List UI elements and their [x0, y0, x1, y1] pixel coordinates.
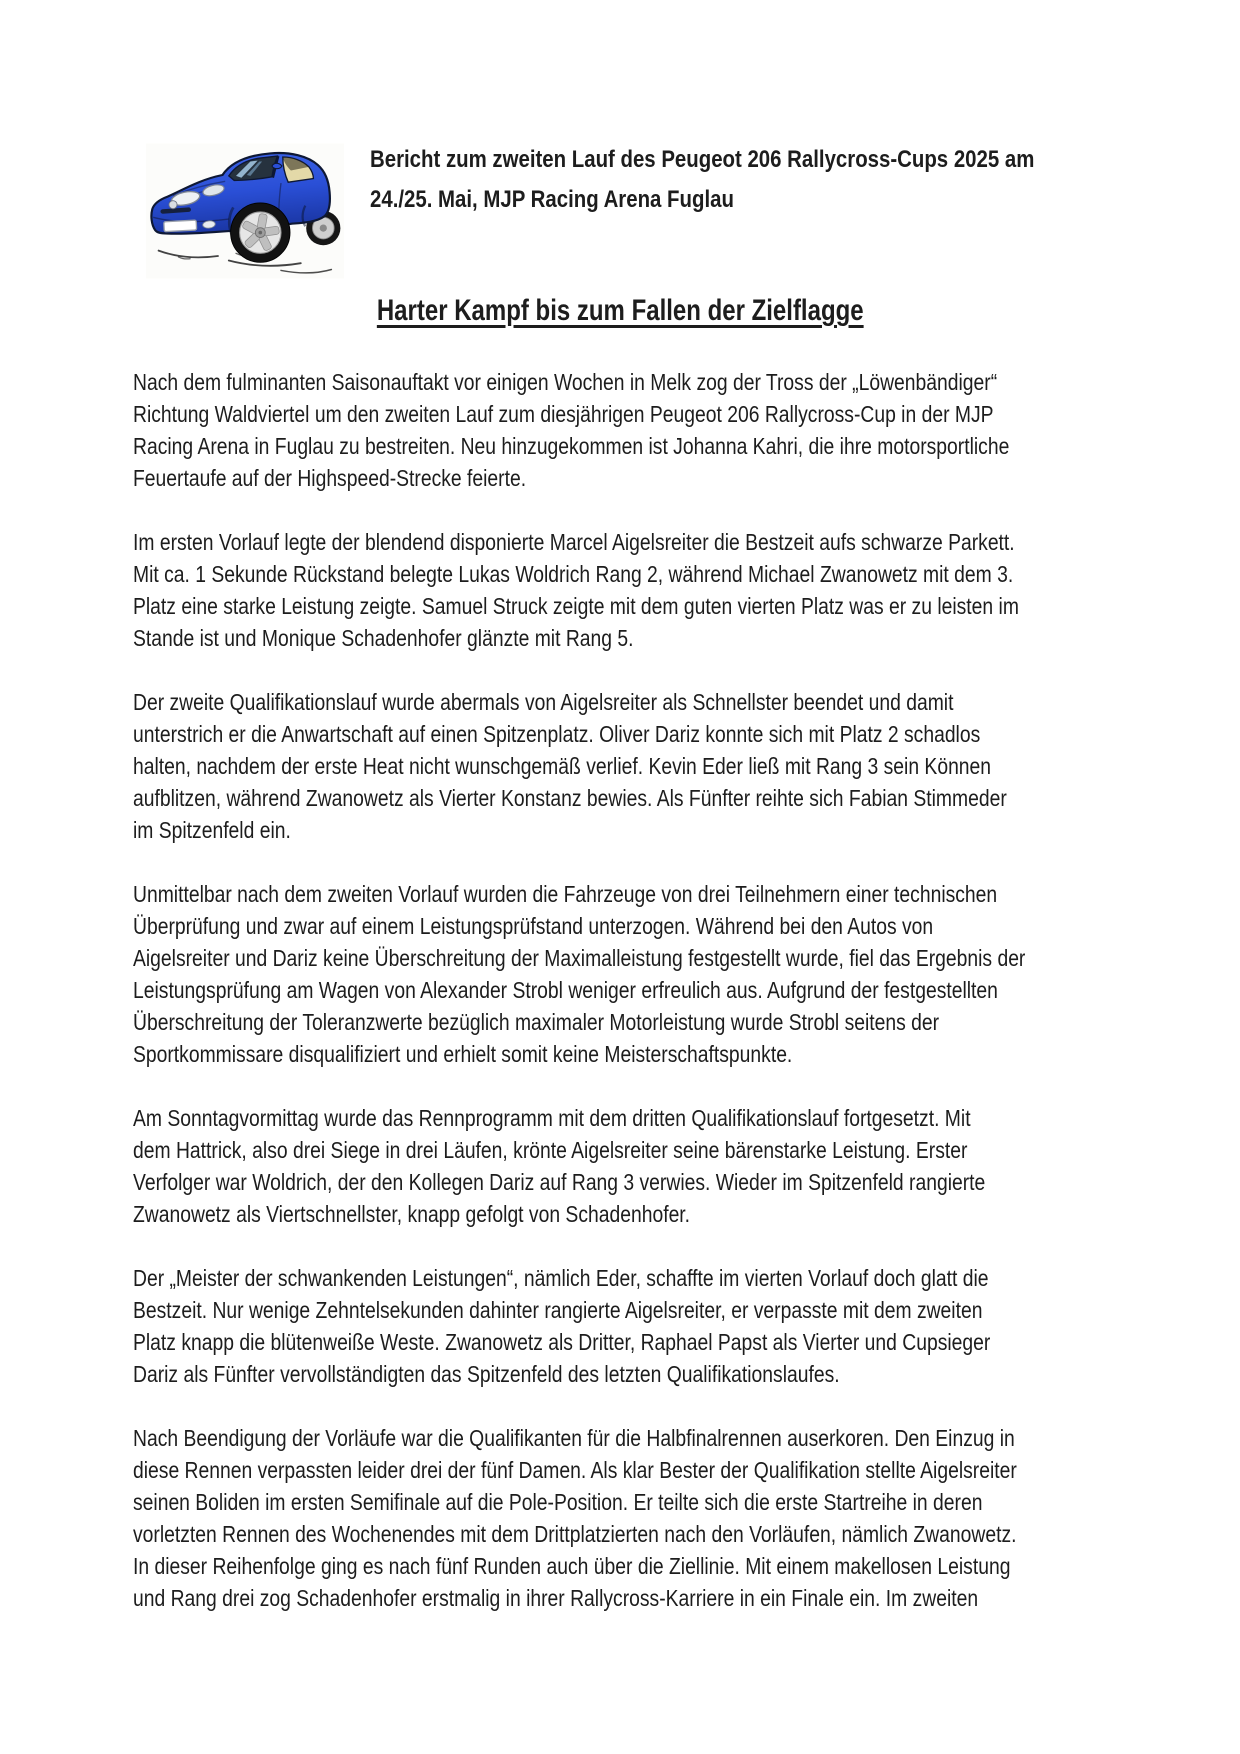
- text-line: Im ersten Vorlauf legte der blendend disponierte Marcel Aigelsreiter die Bestzeit aufs schwarze Parkett.: [133, 529, 1015, 555]
- text-line: Verfolger war Woldrich, der den Kollegen Dariz auf Rang 3 verwies. Wieder im Spitzenfeld rangierte: [133, 1169, 986, 1195]
- article-body: [133, 366, 1118, 1646]
- text-line: Unmittelbar nach dem zweiten Vorlauf wurden die Fahrzeuge von drei Teilnehmern einer technischen: [133, 881, 998, 907]
- text-line: Überprüfung und zwar auf einem Leistungsprüfstand unterzogen. Während bei den Autos von: [133, 913, 934, 939]
- paragraph: [133, 366, 1118, 494]
- text-line: und Rang drei zog Schadenhofer erstmalig in ihrer Rallycross-Karriere in ein Finale ein. Im zweiten: [133, 1585, 979, 1611]
- text-line: Nach Beendigung der Vorläufe war die Qualifikanten für die Halbfinalrennen auserkoren. Den Einzug in: [133, 1425, 1015, 1451]
- text-line: Leistungsprüfung am Wagen von Alexander Strobl weniger erfreulich aus. Aufgrund der festgestellten: [133, 977, 998, 1003]
- text-line: dem Hattrick, also drei Siege in drei Läufen, krönte Aigelsreiter seine bärenstarke Leistung. Erster: [133, 1137, 968, 1163]
- text-line: Bestzeit. Nur wenige Zehntelsekunden dahinter rangierte Aigelsreiter, er verpasste mit dem zweiten: [133, 1297, 983, 1323]
- headline: Harter Kampf bis zum Fallen der Zielflagge: [376, 294, 864, 327]
- text-line: Platz eine starke Leistung zeigte. Samuel Struck zeigte mit dem guten vierten Platz was er zu leisten im: [133, 593, 1019, 619]
- text-line: Aigelsreiter und Dariz keine Überschreitung der Maximalleistung festgestellt wurde, fiel das Ergebnis der: [133, 945, 1026, 971]
- side-mirror-icon: [272, 163, 282, 168]
- text-line: Racing Arena in Fuglau zu bestreiten. Neu hinzugekommen ist Johanna Kahri, die ihre motorsportliche: [133, 433, 1010, 459]
- paragraph: [133, 1262, 1118, 1390]
- paragraph: [133, 878, 1118, 1070]
- text-line: vorletzten Rennen des Wochenendes mit dem Drittplatzierten nach den Vorläufen, nämlich Zwanowetz.: [133, 1521, 1017, 1547]
- text-line: Sportkommissare disqualifiziert und erhielt somit keine Meisterschaftspunkte.: [133, 1041, 793, 1067]
- paragraph: [133, 1102, 1118, 1230]
- text-line: halten, nachdem der erste Heat nicht wunschgemäß verlief. Kevin Eder ließ mit Rang 3 sein Können: [133, 753, 992, 779]
- text-line: Zwanowetz als Viertschnellster, knapp gefolgt von Schadenhofer.: [133, 1201, 691, 1227]
- text-line: unterstrich er die Anwartschaft auf einen Spitzenplatz. Oliver Dariz konnte sich mit Platz 2 schadlos: [133, 721, 981, 747]
- front-wheel-icon: [231, 203, 290, 262]
- paragraph: [133, 526, 1118, 654]
- report-title: [370, 140, 1130, 220]
- paragraph: [133, 686, 1118, 846]
- text-line: im Spitzenfeld ein.: [133, 817, 291, 843]
- report-title-line-1: Bericht zum zweiten Lauf des Peugeot 206 Rallycross-Cups 2025 am: [370, 146, 1035, 173]
- text-line: Überschreitung der Toleranzwerte bezüglich maximaler Motorleistung wurde Strobl seitens der: [133, 1009, 940, 1035]
- text-line: Feuertaufe auf der Highspeed-Strecke feierte.: [133, 465, 527, 491]
- text-line: In dieser Reihenfolge ging es nach fünf Runden auch über die Ziellinie. Mit einem makellosen Leistung: [133, 1553, 1011, 1579]
- report-title-line-2: 24./25. Mai, MJP Racing Arena Fuglau: [370, 186, 734, 213]
- text-line: Der zweite Qualifikationslauf wurde abermals von Aigelsreiter als Schnellster beendet und damit: [133, 689, 954, 715]
- text-line: Mit ca. 1 Sekunde Rückstand belegte Lukas Woldrich Rang 2, während Michael Zwanowetz mit dem 3.: [133, 561, 1014, 587]
- text-line: seinen Boliden im ersten Semifinale auf die Pole-Position. Er teilte sich die erste Startreihe in deren: [133, 1489, 983, 1515]
- text-line: Dariz als Fünfter vervollständigten das Spitzenfeld des letzten Qualifikationslaufes.: [133, 1361, 840, 1387]
- text-line: Platz knapp die blütenweiße Weste. Zwanowetz als Dritter, Raphael Papst als Vierter und Cupsieger: [133, 1329, 991, 1355]
- text-line: Der „Meister der schwankenden Leistungen“, nämlich Eder, schaffte im vierten Vorlauf doch glatt die: [133, 1265, 989, 1291]
- text-line: Richtung Waldviertel um den zweiten Lauf zum diesjährigen Peugeot 206 Rallycross-Cup in der MJP: [133, 401, 994, 427]
- peugeot-badge-icon: [169, 201, 177, 209]
- headline-row: [0, 294, 1240, 328]
- text-line: diese Rennen verpassten leider drei der fünf Damen. Als klar Bester der Qualifikation stellte Aigelsreiter: [133, 1457, 1017, 1483]
- text-line: Am Sonntagvormittag wurde das Rennprogramm mit dem dritten Qualifikationslauf fortgesetzt. Mit: [133, 1105, 971, 1131]
- text-line: aufblitzen, während Zwanowetz als Vierter Konstanz bewies. Als Fünfter reihte sich Fabian Stimmeder: [133, 785, 1007, 811]
- text-line: Nach dem fulminanten Saisonauftakt vor einigen Wochen in Melk zog der Tross der „Löwenbändiger“: [133, 369, 998, 395]
- text-line: Stande ist und Monique Schadenhofer glänzte mit Rang 5.: [133, 625, 634, 651]
- paragraph: [133, 1422, 1118, 1614]
- peugeot-206-car-icon: [146, 142, 344, 280]
- license-plate: [164, 220, 197, 232]
